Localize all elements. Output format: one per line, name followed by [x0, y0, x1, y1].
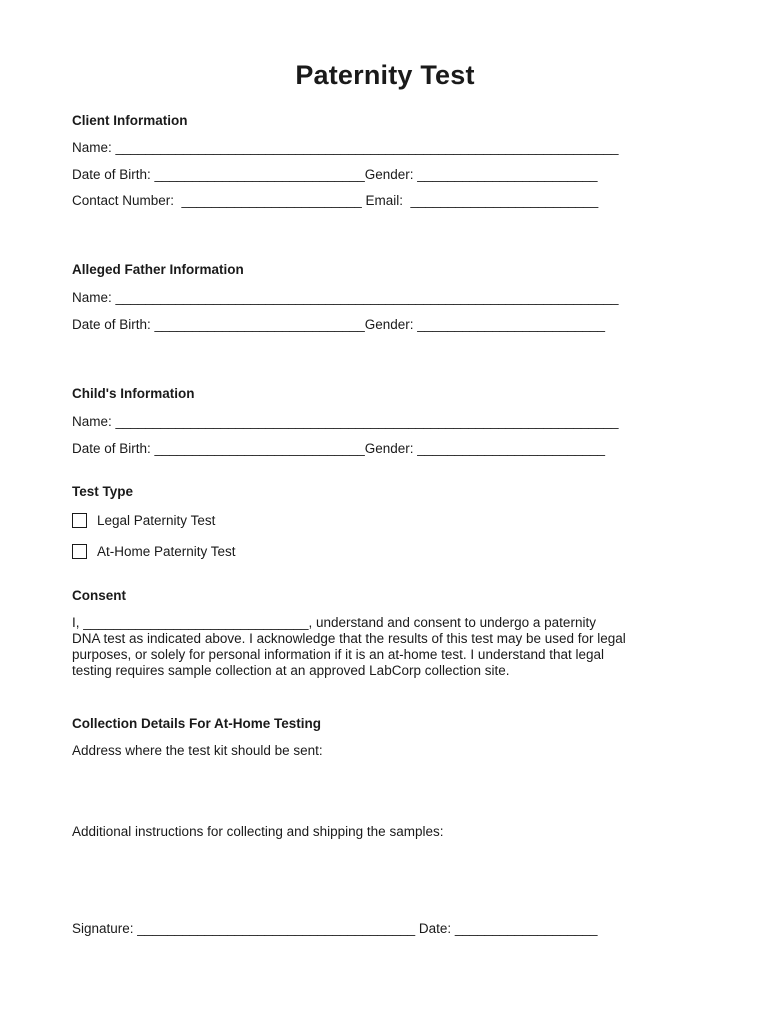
- client-contact-email-field[interactable]: Contact Number: ________________________ Email: _________________________: [72, 193, 599, 208]
- test-option-legal[interactable]: [72, 511, 215, 529]
- father-info-heading: Alleged Father Information: [72, 262, 244, 277]
- child-info-heading: Child's Information: [72, 386, 195, 401]
- consent-paragraph: [72, 615, 702, 679]
- at-home-test-label: At-Home Paternity Test: [97, 543, 236, 559]
- client-info-heading: Client Information: [72, 113, 188, 128]
- father-name-field[interactable]: Name: ___________________________________________________________________: [72, 290, 619, 305]
- consent-heading: Consent: [72, 588, 126, 603]
- legal-test-checkbox[interactable]: [72, 513, 87, 528]
- consent-line-2: DNA test as indicated above. I acknowledge that the results of this test may be used for legal: [72, 631, 626, 646]
- child-dob-gender-field[interactable]: Date of Birth: ____________________________Gender: _________________________: [72, 441, 605, 456]
- address-prompt: Address where the test kit should be sent:: [72, 743, 323, 758]
- page-title: Paternity Test: [295, 60, 475, 90]
- consent-line-4: testing requires sample collection at an approved LabCorp collection site.: [72, 663, 510, 678]
- at-home-test-checkbox[interactable]: [72, 544, 87, 559]
- instructions-prompt: Additional instructions for collecting and shipping the samples:: [72, 824, 444, 839]
- signature-date-field[interactable]: Signature: _____________________________________ Date: ___________________: [72, 921, 598, 936]
- collection-heading: Collection Details For At-Home Testing: [72, 716, 322, 731]
- test-type-heading: Test Type: [72, 484, 134, 499]
- consent-line-1[interactable]: I, ______________________________, understand and consent to undergo a paternity: [72, 615, 596, 630]
- father-dob-gender-field[interactable]: Date of Birth: ____________________________Gender: _________________________: [72, 317, 605, 332]
- client-name-field[interactable]: Name: ___________________________________________________________________: [72, 140, 619, 155]
- consent-line-3: purposes, or solely for personal information if it is an at-home test. I understand that legal: [72, 647, 605, 662]
- test-option-at-home[interactable]: [72, 542, 236, 560]
- client-dob-gender-field[interactable]: Date of Birth: ____________________________Gender: ________________________: [72, 167, 598, 182]
- legal-test-label: Legal Paternity Test: [97, 512, 216, 528]
- child-name-field[interactable]: Name: ___________________________________________________________________: [72, 414, 619, 429]
